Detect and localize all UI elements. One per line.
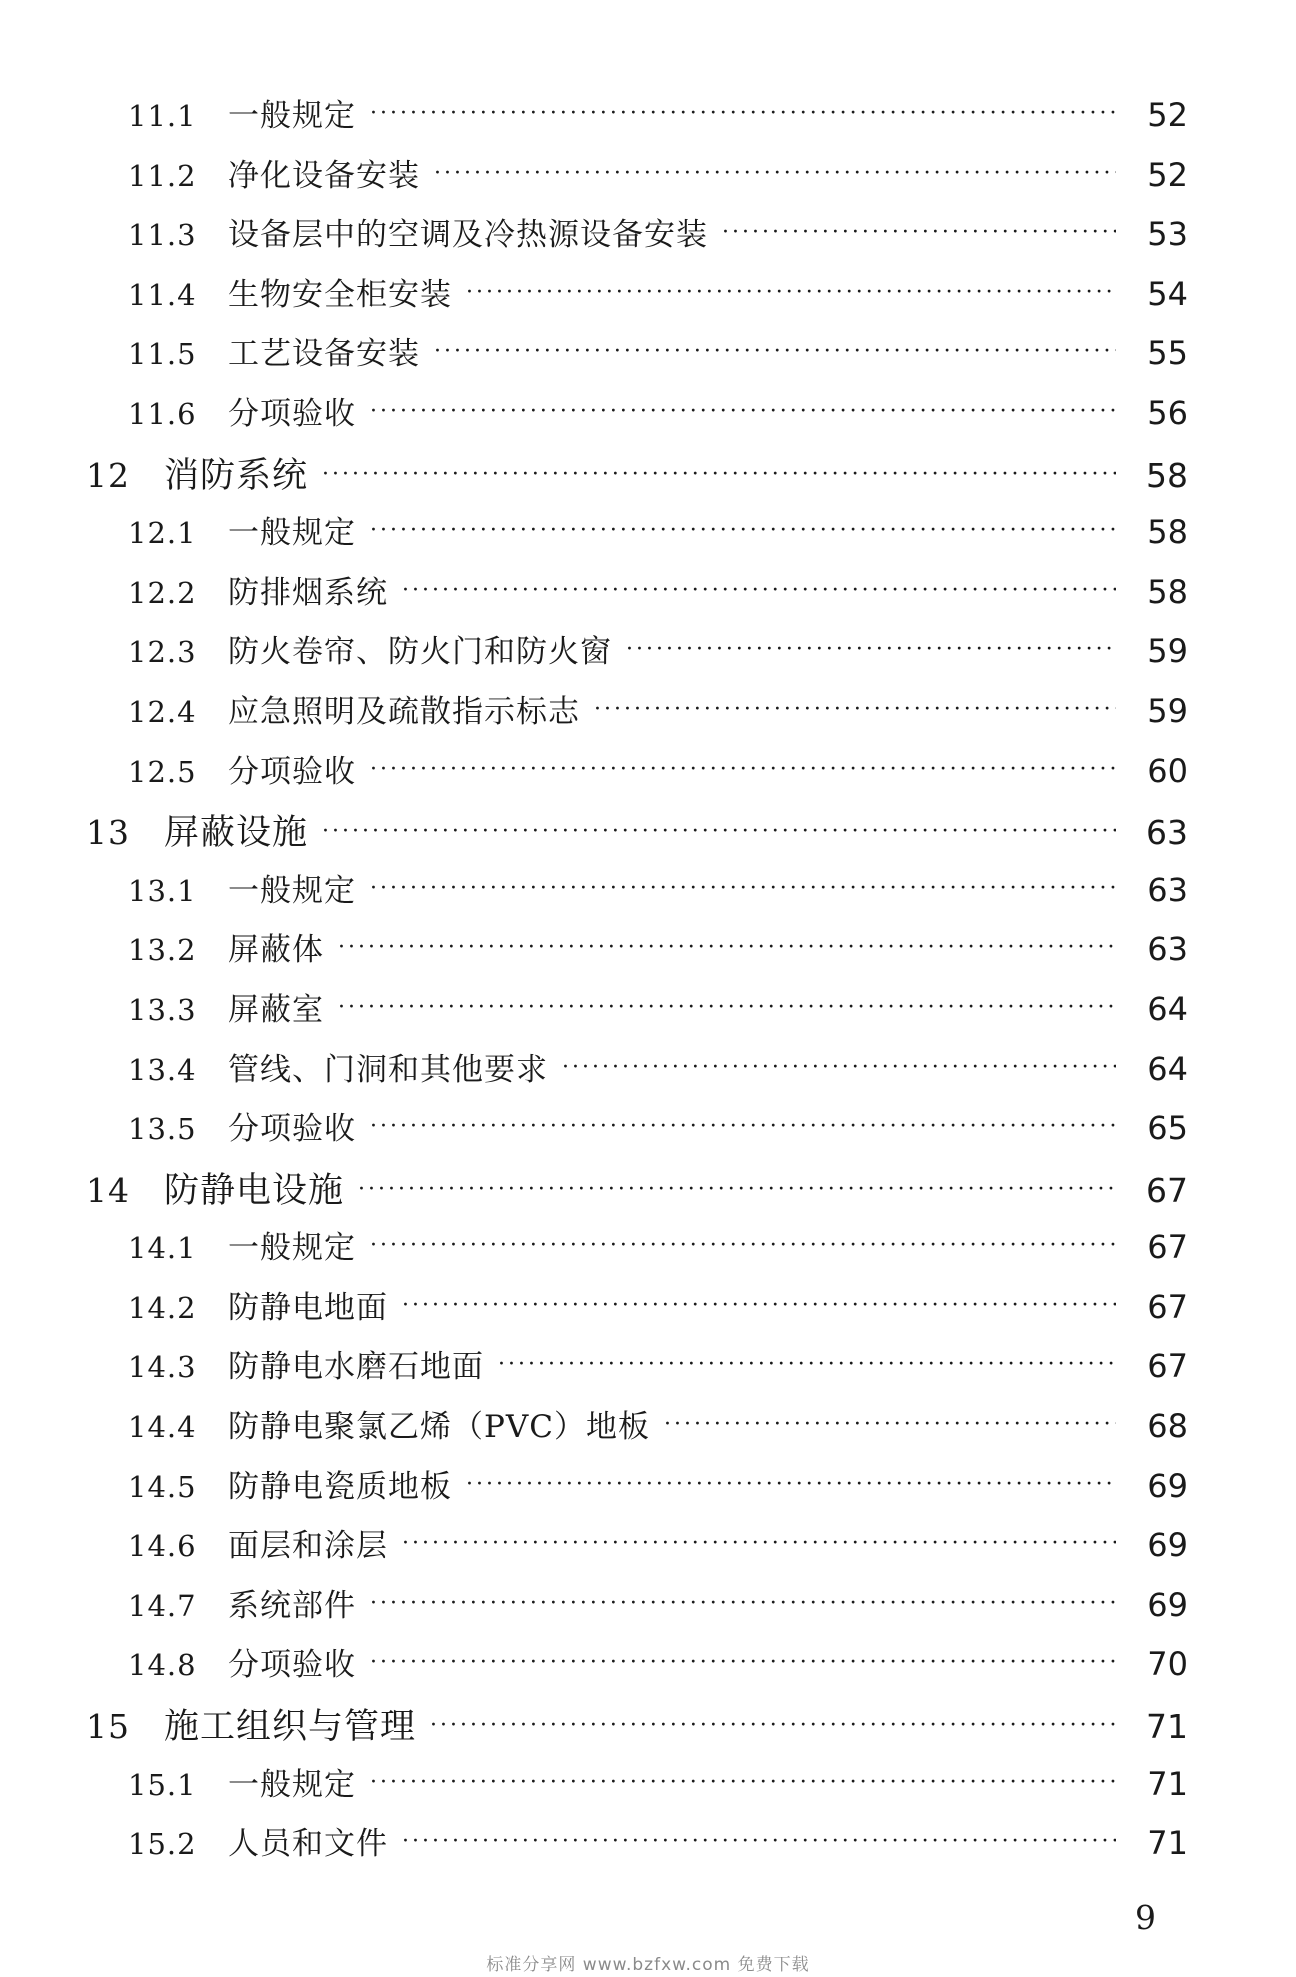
dot-leader [370,518,1116,543]
toc-entry-number: 12.1 [128,516,197,551]
toc-entry-title: 一般规定 [228,515,356,552]
toc-entry-title: 屏蔽体 [228,932,324,969]
dot-leader [498,1352,1116,1377]
toc-entry-page: 70 [1147,1645,1188,1684]
toc-section-entry[interactable] [0,746,1296,806]
toc-entry-number: 15.2 [128,1827,197,1862]
toc-entry-title: 系统部件 [228,1587,356,1624]
toc-section-entry[interactable] [0,1639,1296,1699]
toc-entry-page: 59 [1147,691,1188,730]
toc-entry-number: 13.1 [128,873,197,908]
toc-entry-title: 防静电地面 [228,1289,388,1326]
toc-entry-page: 53 [1147,215,1188,254]
toc-entry-page: 67 [1147,1287,1188,1326]
toc-section-entry[interactable] [0,924,1296,984]
toc-entry-page: 71 [1147,1764,1188,1803]
dot-leader [322,819,1116,844]
toc-chapter-entry[interactable] [0,1163,1296,1223]
toc-entry-page: 67 [1147,1228,1188,1267]
toc-section-entry[interactable] [0,1222,1296,1282]
toc-entry-title: 一般规定 [228,1230,356,1267]
toc-entry-number: 13.4 [128,1052,197,1087]
toc-entry-page: 68 [1147,1407,1188,1446]
dot-leader [430,1713,1116,1738]
page-number: 9 [1135,1898,1156,1937]
dot-leader [664,1412,1116,1437]
toc-entry-page: 69 [1147,1466,1188,1505]
dot-leader [562,1055,1116,1080]
toc-section-entry[interactable] [0,1401,1296,1461]
toc-entry-page: 69 [1147,1526,1188,1565]
toc-entry-number: 15.1 [128,1767,197,1802]
toc-entry-number: 11.5 [128,337,197,372]
dot-leader [370,1591,1116,1616]
toc-chapter-entry[interactable] [0,805,1296,865]
toc-entry-number: 11.1 [128,99,197,133]
dot-leader [370,876,1116,901]
toc-section-entry[interactable] [0,1520,1296,1580]
dot-leader [370,1233,1116,1258]
table-of-contents [0,90,1296,1878]
toc-section-entry[interactable] [0,1818,1296,1878]
dot-leader [402,1531,1116,1556]
toc-entry-number: 13 [86,813,130,853]
dot-leader [402,578,1116,603]
toc-entry-number: 12.4 [128,694,197,729]
toc-entry-number: 14.8 [128,1648,197,1683]
toc-chapter-entry[interactable] [0,1699,1296,1759]
toc-entry-page: 52 [1147,155,1188,194]
toc-entry-number: 13.3 [128,992,197,1027]
toc-entry-page: 67 [1147,1347,1188,1386]
toc-entry-page: 64 [1147,989,1188,1028]
toc-entry-number: 12.5 [128,754,197,789]
toc-section-entry[interactable] [0,1580,1296,1640]
toc-entry-page: 58 [1147,513,1188,552]
dot-leader [370,101,1116,126]
toc-entry-title: 一般规定 [228,1766,356,1803]
toc-entry-title: 分项验收 [228,753,356,790]
toc-entry-title: 面层和涂层 [228,1528,388,1565]
toc-section-entry[interactable] [0,626,1296,686]
dot-leader [358,1177,1116,1202]
toc-section-entry[interactable] [0,686,1296,746]
toc-entry-number: 14.2 [128,1290,197,1325]
toc-entry-title: 防静电设施 [164,1170,345,1211]
toc-entry-page: 69 [1147,1585,1188,1624]
dot-leader [338,995,1116,1020]
toc-section-entry[interactable] [0,269,1296,329]
dot-leader [370,399,1116,424]
toc-entry-title: 应急照明及疏散指示标志 [228,693,580,730]
toc-entry-title: 分项验收 [228,1111,356,1148]
toc-entry-title: 施工组织与管理 [164,1707,417,1748]
toc-section-entry[interactable] [0,567,1296,627]
toc-section-entry[interactable] [0,507,1296,567]
toc-section-entry[interactable] [0,984,1296,1044]
toc-entry-title: 生物安全柜安装 [228,276,452,313]
toc-section-entry[interactable] [0,1044,1296,1104]
dot-leader [434,161,1116,186]
toc-entry-number: 15 [86,1707,130,1747]
dot-leader [402,1293,1116,1318]
toc-entry-title: 防静电聚氯乙烯（PVC）地板 [228,1409,650,1446]
toc-entry-page: 71 [1146,1707,1188,1747]
toc-entry-page: 63 [1147,930,1188,969]
toc-entry-number: 13.2 [128,933,197,968]
toc-entry-page: 59 [1147,632,1188,671]
dot-leader [626,637,1116,662]
toc-section-entry[interactable] [0,1461,1296,1521]
dot-leader [434,339,1116,364]
watermark: 标准分享网 www.bzfxw.com 免费下载 [486,1955,810,1975]
dot-leader [594,697,1116,722]
toc-entry-number: 11.3 [128,218,197,253]
toc-entry-title: 屏蔽室 [228,991,324,1028]
toc-entry-title: 人员和文件 [228,1826,388,1863]
toc-entry-page: 67 [1146,1170,1188,1210]
dot-leader [338,935,1116,960]
toc-entry-number: 14 [86,1170,130,1210]
toc-chapter-entry[interactable] [0,448,1296,508]
toc-entry-number: 12.3 [128,635,197,670]
toc-entry-number: 11.4 [128,277,197,312]
toc-entry-title: 消防系统 [164,455,309,496]
toc-section-entry[interactable] [0,1103,1296,1163]
toc-entry-page: 71 [1147,1824,1188,1863]
toc-entry-title: 管线、门洞和其他要求 [228,1051,548,1088]
toc-entry-number: 14.1 [128,1231,197,1266]
toc-entry-page: 63 [1146,813,1188,853]
toc-entry-number: 14.5 [128,1469,197,1504]
toc-entry-title: 一般规定 [228,872,356,909]
toc-section-entry[interactable] [0,388,1296,448]
dot-leader [402,1829,1116,1854]
toc-section-entry[interactable] [0,865,1296,925]
toc-entry-number: 14.6 [128,1529,197,1564]
toc-entry-title: 一般规定 [228,98,356,134]
dot-leader [370,1650,1116,1675]
toc-entry-title: 防排烟系统 [228,574,388,611]
dot-leader [722,220,1116,245]
toc-section-entry[interactable] [0,209,1296,269]
toc-entry-page: 65 [1147,1109,1188,1148]
toc-entry-title: 设备层中的空调及冷热源设备安装 [228,217,708,254]
toc-entry-number: 14.7 [128,1588,197,1623]
toc-entry-number: 13.5 [128,1112,197,1147]
toc-section-entry[interactable] [0,1282,1296,1342]
toc-entry-page: 55 [1147,334,1188,373]
dot-leader [466,280,1116,305]
toc-section-entry[interactable] [0,328,1296,388]
toc-entry-title: 防火卷帘、防火门和防火窗 [228,634,612,671]
toc-entry-page: 54 [1147,274,1188,313]
toc-entry-page: 63 [1147,870,1188,909]
dot-leader [322,462,1116,487]
toc-entry-number: 11.2 [128,158,197,193]
toc-entry-page: 56 [1147,393,1188,432]
dot-leader [466,1472,1116,1497]
toc-entry-page: 52 [1147,96,1188,134]
toc-entry-page: 58 [1147,572,1188,611]
toc-entry-number: 12 [86,455,130,495]
toc-entry-number: 11.6 [128,396,197,431]
toc-entry-title: 工艺设备安装 [228,336,420,373]
dot-leader [370,757,1116,782]
toc-entry-number: 12.2 [128,575,197,610]
toc-section-entry[interactable] [0,1759,1296,1819]
toc-section-entry[interactable] [0,90,1296,150]
toc-entry-title: 分项验收 [228,1647,356,1684]
toc-entry-number: 14.3 [128,1350,197,1385]
toc-entry-title: 屏蔽设施 [164,813,309,854]
toc-entry-page: 64 [1147,1049,1188,1088]
toc-entry-title: 防静电水磨石地面 [228,1349,484,1386]
toc-entry-title: 防静电瓷质地板 [228,1468,452,1505]
toc-entry-title: 净化设备安装 [228,157,420,194]
toc-section-entry[interactable] [0,150,1296,210]
toc-entry-page: 58 [1146,455,1188,495]
dot-leader [370,1770,1116,1795]
toc-entry-number: 14.4 [128,1410,197,1445]
toc-entry-title: 分项验收 [228,395,356,432]
toc-entry-page: 60 [1147,751,1188,790]
toc-section-entry[interactable] [0,1341,1296,1401]
dot-leader [370,1114,1116,1139]
